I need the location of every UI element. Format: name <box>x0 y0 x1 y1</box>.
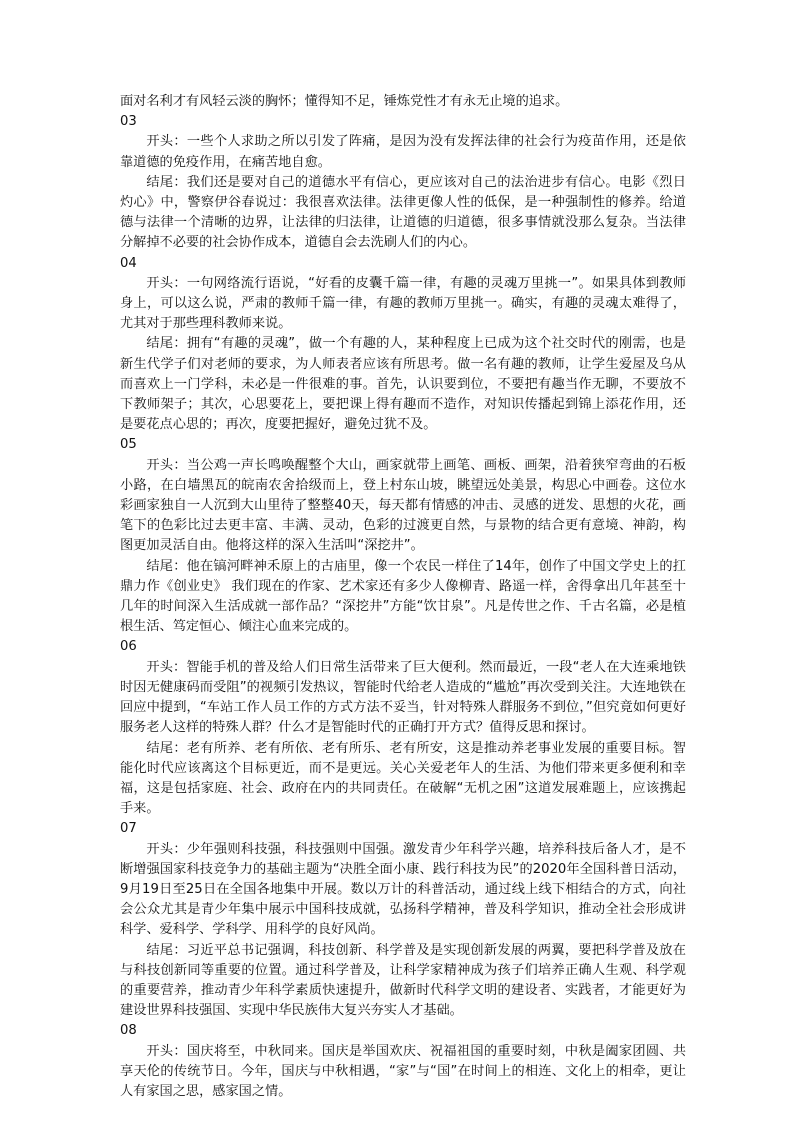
opening-paragraph: 开头：国庆将至，中秋同来。国庆是举国欢庆、祝福祖国的重要时刻，中秋是阖家团圆、共享天伦的传统节日。今年，国庆与中秋相遇，“家”与“国”在时间上的相连、文化上的相牵，更让人有家国之思，感家国之情。 <box>120 1043 686 1099</box>
section-07 <box>120 819 686 1021</box>
section-03 <box>120 112 686 253</box>
ending-paragraph: 结尾：我们还是要对自己的道德水平有信心，更应该对自己的法治进步有信心。电影《烈日灼心》中，警察伊谷春说过：我很喜欢法律。法律更像人性的低保，是一种强制性的修养。给道德与法律一个清晰的边界，让法律的归法律，让道德的归道德，很多事情就没那么复杂。当法律分解掉不必要的社会协作成本，道德自会去洗刷人们的内心。 <box>120 174 686 251</box>
section-number: 05 <box>120 437 137 453</box>
ending-paragraph: 结尾：习近平总书记强调，科技创新、科学普及是实现创新发展的两翼，要把科学普及放在与科技创新同等重要的位置。通过科学普及，让科学家精神成为孩子们培养正确人生观、科学观的重要营养，推动青少年科学素质快速提升，做新时代科学文明的建设者、实践者，才能更好为建设世界科技强国、实现中华民族伟大复兴夯实人才基础。 <box>120 942 686 1019</box>
opening-paragraph: 开头：一些个人求助之所以引发了阵痛，是因为没有发挥法律的社会行为疫苗作用，还是依靠道德的免疫作用，在痛苦地自愈。 <box>120 134 686 170</box>
opening-paragraph: 开头：智能手机的普及给人们日常生活带来了巨大便利。然而最近，一段“老人在大连乘地铁时因无健康码而受阻”的视频引发热议，智能时代给老人造成的“尴尬”再次受到关注。大连地铁在回应中提到，“车站工作人员工作的方式方法不妥当，针对特殊人群服务不到位，”但究竟如何更好服务老人这样的特殊人群？什么才是智能时代的正确打开方式？值得反思和探讨。 <box>120 659 686 736</box>
document-body <box>120 92 686 1102</box>
opening-paragraph: 开头：少年强则科技强，科技强则中国强。激发青少年科学兴趣，培养科技后备人才，是不断增强国家科技竞争力的基础主题为“决胜全面小康、践行科技为民”的2020年全国科普日活动，9月19日至25日在全国各地集中开展。数以万计的科普活动，通过线上线下相结合的方式，向社会公众尤其是青少年集中展示中国科技成就，弘扬科学精神，普及科学知识，推动全社会形成讲科学、爱科学、学科学、用科学的良好风尚。 <box>120 841 686 938</box>
section-06 <box>120 637 686 819</box>
ending-paragraph: 结尾：他在镐河畔神禾原上的古庙里，像一个农民一样住了14年，创作了中国文学史上的扛鼎力作《创业史》 我们现在的作家、艺术家还有多少人像柳青、路遥一样，舍得拿出几年甚至十几年的时间深入生活成就一部作品？“深挖井”方能“饮甘泉”。凡是传世之作、千古名篇，必是植根生活、笃定恒心、倾注心血来完成的。 <box>120 558 686 635</box>
section-04 <box>120 254 686 436</box>
section-number: 04 <box>120 255 137 271</box>
ending-paragraph: 结尾：拥有“有趣的灵魂”，做一个有趣的人，某种程度上已成为这个社交时代的刚需，也是新生代学子们对老师的要求，为人师表者应该有所思考。做一名有趣的教师，让学生爱屋及乌从而喜欢上一门学科，未必是一件很难的事。首先，认识要到位，不要把有趣当作无聊，不要放不下教师架子；其次，心思要花上，要把课上得有趣而不造作，对知识传播起到锦上添花作用，还是要花点心思的；再次，度要把握好，避免过犹不及。 <box>120 336 686 433</box>
section-08 <box>120 1021 686 1102</box>
ending-paragraph: 结尾：老有所养、老有所依、老有所乐、老有所安，这是推动养老事业发展的重要目标。智能化时代应该离这个目标更近，而不是更远。关心关爱老年人的生活、为他们带来更多便利和幸福，这是包括家庭、社会、政府在内的共同责任。在破解“无机之困”这道发展难题上，应该携起手来。 <box>120 740 686 817</box>
section-number: 06 <box>120 639 137 655</box>
intro-paragraph: 面对名利才有风轻云淡的胸怀；懂得知不足，锤炼党性才有永无止境的追求。 <box>120 94 569 109</box>
opening-paragraph: 开头：一句网络流行语说，“好看的皮囊千篇一律，有趣的灵魂万里挑一”。如果具体到教师身上，可以这么说，严肃的教师千篇一律，有趣的教师万里挑一。确实，有趣的灵魂太难得了，尤其对于那些理科教师来说。 <box>120 275 686 332</box>
section-number: 08 <box>120 1023 137 1039</box>
section-number: 03 <box>120 114 137 130</box>
opening-paragraph: 开头：当公鸡一声长鸣唤醒整个大山，画家就带上画笔、画板、画架，沿着狭窄弯曲的石板小路，在白墙黑瓦的皖南农舍拾级而上，登上村东山坡，眺望远处美景，构思心中画卷。这位水彩画家独自一人沉到大山里待了整整40天，每天都有情感的冲击、灵感的迸发、思想的火花，画笔下的色彩比过去更丰富、丰满、灵动，色彩的过渡更自然，与景物的结合更有意境、神韵，构图更加灵活自由。他将这样的深入生活叫“深挖井”。 <box>120 457 686 554</box>
section-05 <box>120 435 686 637</box>
section-number: 07 <box>120 821 137 837</box>
